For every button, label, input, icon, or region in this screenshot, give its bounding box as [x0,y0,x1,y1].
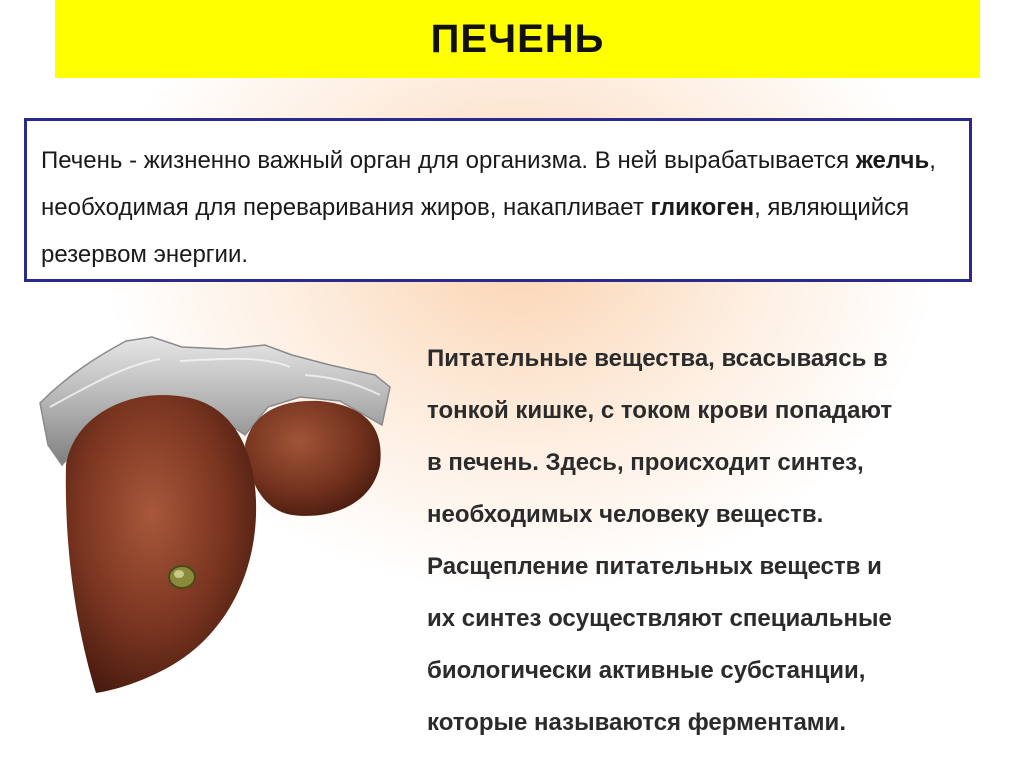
paragraph-line: биологически активные субстанции, [427,657,866,684]
body-paragraph [427,333,997,749]
paragraph-line: их синтез осуществляют специальные [427,605,892,632]
paragraph-line: Питательные вещества, всасываясь в [427,345,888,372]
paragraph-line: Расщепление питательных веществ и [427,553,882,580]
paragraph-line: в печень. Здесь, происходит синтез, [427,449,864,476]
intro-text [41,137,955,278]
intro-text-part-2: , необходимая для переваривания жиров, накапливает [41,147,936,221]
liver-illustration [30,315,400,705]
title-bar [55,0,980,78]
intro-keyword-bile: желчь [855,147,930,174]
intro-text-part-1: Печень - жизненно важный орган для организма. В ней вырабатывается [41,147,856,174]
intro-box [24,118,972,282]
intro-keyword-glycogen: гликоген [650,194,755,221]
paragraph-line: необходимых человеку веществ. [427,501,824,528]
paragraph-line: тонкой кишке, с током крови попадают [427,397,893,424]
intro-text-part-3: , являющийся резервом энергии. [41,194,910,268]
paragraph-line: которые называются ферментами. [427,709,846,736]
page-title: ПЕЧЕНЬ [430,16,605,61]
